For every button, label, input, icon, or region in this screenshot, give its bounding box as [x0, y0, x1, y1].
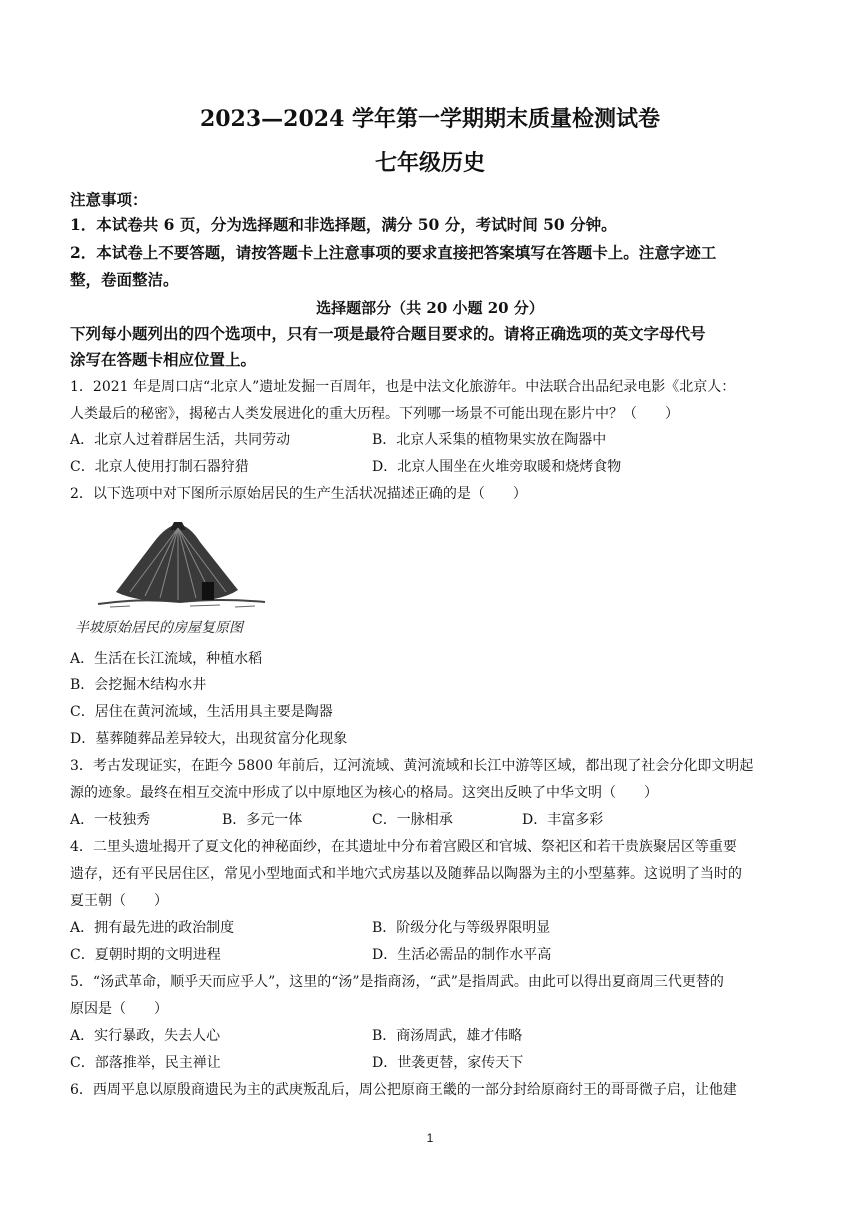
figure-caption: 半坡原始居民的房屋复原图 [75, 620, 243, 636]
notice-item-2-line-2: 整，卷面整洁。 [70, 270, 179, 289]
banpo-house-figure [70, 512, 285, 640]
question-1-option-c: C．北京人使用打制石器狩猎 [70, 459, 249, 475]
question-3-option-d: D．丰富多彩 [522, 812, 604, 828]
question-3-option-b: B．多元一体 [222, 812, 303, 828]
question-4-option-a: A．拥有最先进的政治制度 [70, 920, 235, 936]
question-2-option-a: A．生活在长江流域，种植水稻 [70, 651, 263, 667]
question-1-line-1: 1．2021 年是周口店“北京人”遗址发掘一百周年，也是中法文化旅游年。中法联合出品纪录电影《北京人： [70, 379, 736, 395]
question-5-line-2: 原因是（ ） [70, 1001, 168, 1017]
question-5-line-1: 5．“汤武革命，顺乎天而应乎人”，这里的“汤”是指商汤，“武”是指周武。由此可以得出夏商周三代更替的 [70, 974, 724, 990]
notice-heading: 注意事项： [70, 190, 148, 209]
section-instruction-line-2: 涂写在答题卡相应位置上。 [70, 350, 257, 369]
notice-item-2-line-1: 2．本试卷上不要答题，请按答题卡上注意事项的要求直接把答案填写在答题卡上。注意字迹工 [70, 243, 717, 262]
exam-subject: 七年级历史 [374, 150, 485, 176]
exam-title: 2023—2024 学年第一学期期末质量检测试卷 [199, 106, 661, 132]
question-4-option-c: C．夏朝时期的文明进程 [70, 947, 221, 963]
question-5-option-b: B．商汤周武，雄才伟略 [372, 1028, 523, 1044]
thatched-hut-image [70, 512, 285, 640]
question-1-option-b: B．北京人采集的植物果实放在陶器中 [372, 432, 607, 448]
question-2-option-d: D．墓葬随葬品差异较大，出现贫富分化现象 [70, 731, 348, 747]
section-instruction-line-1: 下列每小题列出的四个选项中，只有一项是最符合题目要求的。请将正确选项的英文字母代号 [70, 324, 706, 343]
question-6-line-1: 6．西周平息以原殷商遗民为主的武庚叛乱后，周公把原商王畿的一部分封给原商纣王的哥哥微子启，让他建 [70, 1082, 737, 1098]
question-3-option-a: A．一枝独秀 [70, 812, 151, 828]
question-1-line-2: 人类最后的秘密》，揭秘古人类发展进化的重大历程。下列哪一场景不可能出现在影片中？（ ） [70, 406, 679, 422]
question-3-line-1: 3．考古发现证实，在距今 5800 年前后，辽河流域、黄河流域和长江中游等区域，都出现了社会分化即文明起 [70, 758, 754, 774]
question-2-option-c: C．居住在黄河流域，生活用具主要是陶器 [70, 704, 333, 720]
question-3-line-2: 源的迹象。最终在相互交流中形成了以中原地区为核心的格局。这突出反映了中华文明（ ） [70, 785, 658, 801]
question-1-option-d: D．北京人围坐在火堆旁取暖和烧烤食物 [372, 459, 622, 475]
question-3-option-c: C．一脉相承 [372, 812, 453, 828]
question-2-option-b: B．会挖掘木结构水井 [70, 677, 207, 693]
question-4-line-1: 4．二里头遗址揭开了夏文化的神秘面纱，在其遗址中分布着宫殿区和官城、祭祀区和若干贵族聚居区等重要 [70, 839, 737, 855]
question-5-option-d: D．世袭更替，家传天下 [372, 1055, 524, 1071]
question-4-option-b: B．阶级分化与等级界限明显 [372, 920, 551, 936]
section-title: 选择题部分（共 20 小题 20 分） [316, 299, 544, 317]
question-4-option-d: D．生活必需品的制作水平高 [372, 947, 552, 963]
question-5-option-a: A．实行暴政，失去人心 [70, 1028, 221, 1044]
question-4-line-3: 夏王朝（ ） [70, 893, 168, 909]
question-2-line-1: 2．以下选项中对下图所示原始居民的生产生活状况描述正确的是（ ） [70, 486, 527, 502]
question-5-option-c: C．部落推举，民主禅让 [70, 1055, 221, 1071]
question-1-option-a: A．北京人过着群居生活，共同劳动 [70, 432, 291, 448]
notice-item-1: 1．本试卷共 6 页，分为选择题和非选择题，满分 50 分，考试时间 50 分钟。 [70, 215, 617, 234]
question-4-line-2: 遗存，还有平民居住区，常见小型地面式和半地穴式房基以及随葬品以陶器为主的小型墓葬。这说明了当时的 [70, 866, 742, 882]
page-number: 1 [426, 1131, 434, 1145]
